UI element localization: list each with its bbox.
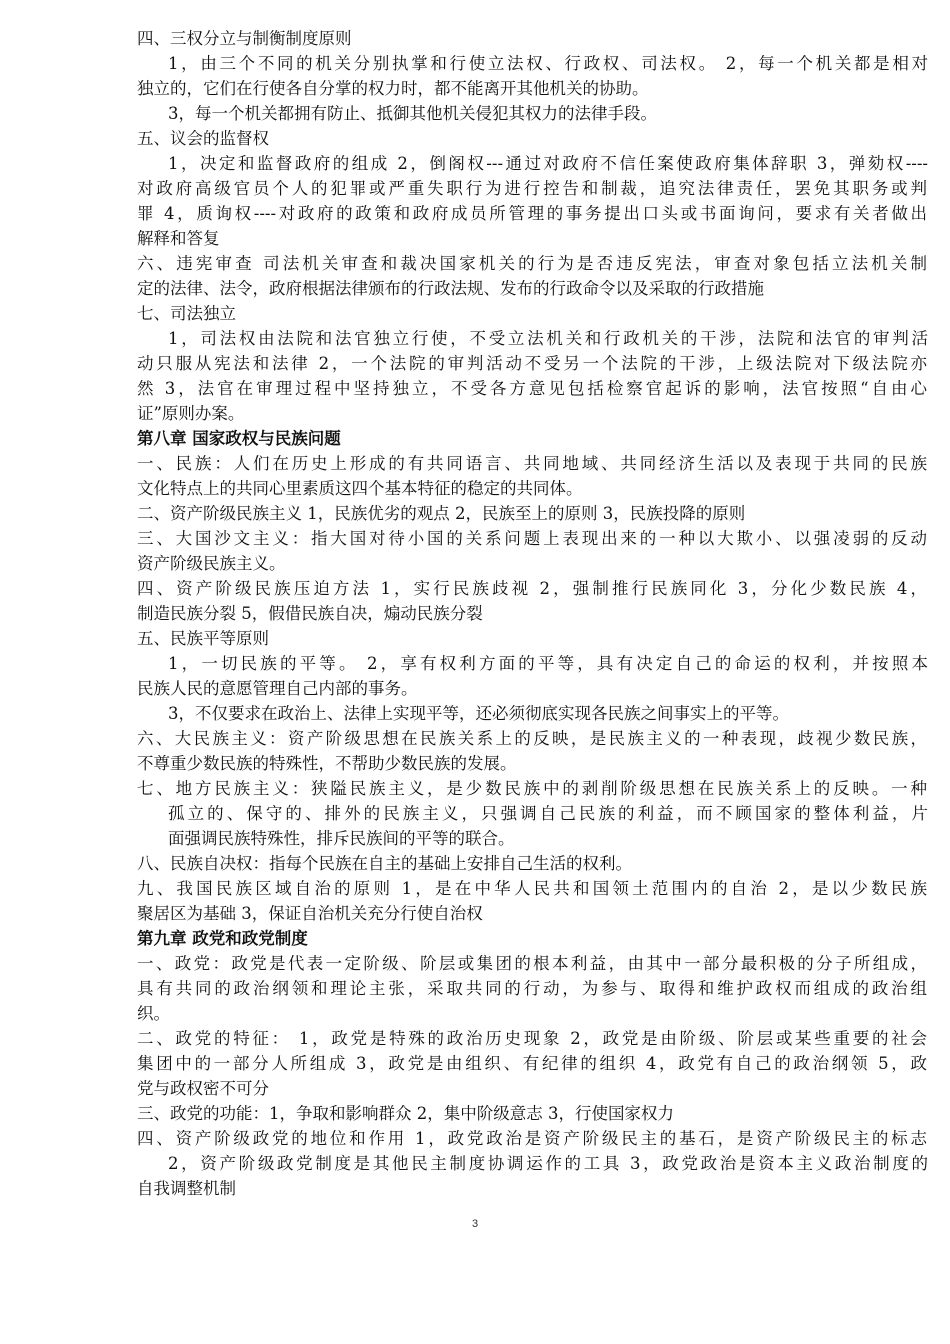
text-line: 自我调整机制 [137, 1179, 236, 1198]
section-heading: 三、政党的功能：1，争取和影响群众 2，集中阶级意志 3，行使国家权力 [137, 1104, 674, 1123]
section-heading: 六、大民族主义：资产阶级思想在民族关系上的反映，是民族主义的一种表现，歧视少数民族， [137, 729, 927, 748]
text-line: 罪 4，质询权----对政府的政策和政府成员所管理的事务提出口头或书面询问，要求有关者做出 [137, 204, 927, 223]
section-heading: 四、资产阶级民族压迫方法 1，实行民族歧视 2，强制推行民族同化 3，分化少数民族 4， [137, 579, 927, 598]
text-line: 一、政党：政党是代表一定阶级、阶层或集团的根本利益，由其中一部分最积极的分子所组成， [137, 954, 927, 973]
text-line: 1，决定和监督政府的组成 2，倒阁权---通过对政府不信任案使政府集体辞职 3，弹劾权---- [168, 154, 928, 173]
chapter-title: 第八章 国家政权与民族问题 [137, 429, 341, 448]
section-heading: 七、地方民族主义：狭隘民族主义，是少数民族中的剥削阶级思想在民族关系上的反映。一种 [137, 779, 927, 798]
text-line: 一、民族：人们在历史上形成的有共同语言、共同地域、共同经济生活以及表现于共同的民族 [137, 454, 927, 473]
text-line: 动只服从宪法和法律 2，一个法院的审判活动不受另一个法院的干涉，上级法院对下级法院亦 [137, 354, 927, 373]
section-heading: 九、我国民族区域自治的原则 1，是在中华人民共和国领土范围内的自治 2，是以少数民族 [137, 879, 927, 898]
section-heading: 四、资产阶级政党的地位和作用 1，政党政治是资产阶级民主的基石，是资产阶级民主的标志 [137, 1129, 927, 1148]
text-line: 民族人民的意愿管理自己内部的事务。 [137, 679, 418, 698]
text-line: 1，一切民族的平等。 2，享有权利方面的平等，具有决定自己的命运的权利，并按照本 [168, 654, 928, 673]
text-line: 孤立的、保守的、排外的民族主义，只强调自己民族的利益，而不顾国家的整体利益，片 [168, 804, 928, 823]
text-line: 1，由三个不同的机关分别执掌和行使立法权、行政权、司法权。 2，每一个机关都是相对 [168, 54, 928, 73]
section-heading: 四、三权分立与制衡制度原则 [137, 29, 352, 48]
text-line: 织。 [137, 1004, 170, 1023]
text-line: 文化特点上的共同心里素质这四个基本特征的稳定的共同体。 [137, 479, 583, 498]
text-line: 证”原则办案。 [137, 404, 245, 423]
text-line: 对政府高级官员个人的犯罪或严重失职行为进行控告和制裁，追究法律责任，罢免其职务或判 [137, 179, 927, 198]
text-line: 3，不仅要求在政治上、法律上实现平等，还必须彻底实现各民族之间事实上的平等。 [168, 704, 789, 723]
text-line: 党与政权密不可分 [137, 1079, 269, 1098]
section-heading: 五、议会的监督权 [137, 129, 269, 148]
text-line: 2，资产阶级政党制度是其他民主制度协调运作的工具 3，政党政治是资本主义政治制度的 [168, 1154, 928, 1173]
section-heading: 二、资产阶级民族主义 1，民族优劣的观点 2，民族至上的原则 3，民族投降的原则 [137, 504, 746, 523]
text-line: 制造民族分裂 5，假借民族自决，煽动民族分裂 [137, 604, 483, 623]
page-number: 3 [471, 1218, 479, 1230]
section-heading: 二、政党的特征： 1，政党是特殊的政治历史现象 2，政党是由阶级、阶层或某些重要的社会 [137, 1029, 927, 1048]
text-line: 然 3，法官在审理过程中坚持独立，不受各方意见包括检察官起诉的影响，法官按照“自由心 [137, 379, 927, 398]
section-heading: 六、违宪审查 司法机关审查和裁决国家机关的行为是否违反宪法，审查对象包括立法机关制 [137, 254, 927, 273]
text-line: 不尊重少数民族的特殊性，不帮助少数民族的发展。 [137, 754, 517, 773]
text-line: 具有共同的政治纲领和理论主张，采取共同的行动，为参与、取得和维护政权而组成的政治组 [137, 979, 927, 998]
text-line: 定的法律、法令，政府根据法律颁布的行政法规、发布的行政命令以及采取的行政措施 [137, 279, 764, 298]
text-line: 独立的，它们在行使各自分掌的权力时，都不能离开其他机关的协助。 [137, 79, 649, 98]
text-line: 资产阶级民族主义。 [137, 554, 286, 573]
text-line: 面强调民族特殊性，排斥民族间的平等的联合。 [168, 829, 515, 848]
text-line: 三、大国沙文主义：指大国对待小国的关系问题上表现出来的一种以大欺小、以强凌弱的反动 [137, 529, 927, 548]
section-heading: 八、民族自决权：指每个民族在自主的基础上安排自己生活的权利。 [137, 854, 632, 873]
section-heading: 五、民族平等原则 [137, 629, 269, 648]
text-line: 集团中的一部分人所组成 3，政党是由组织、有纪律的组织 4，政党有自己的政治纲领 5，政 [137, 1054, 927, 1073]
text-line: 3，每一个机关都拥有防止、抵御其他机关侵犯其权力的法律手段。 [168, 104, 657, 123]
section-heading: 七、司法独立 [137, 304, 236, 323]
text-line: 聚居区为基础 3，保证自治机关充分行使自治权 [137, 904, 483, 923]
text-line: 解释和答复 [137, 229, 220, 248]
chapter-title: 第九章 政党和政党制度 [137, 929, 308, 948]
text-line: 1，司法权由法院和法官独立行使，不受立法机关和行政机关的干涉，法院和法官的审判活 [168, 329, 928, 348]
